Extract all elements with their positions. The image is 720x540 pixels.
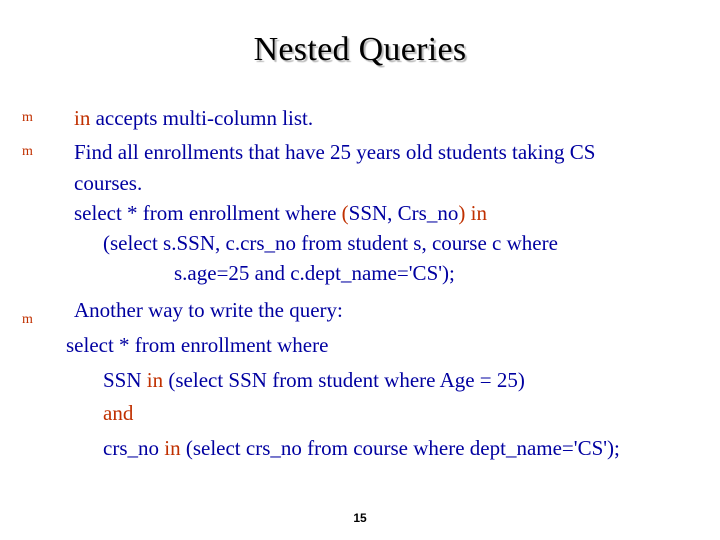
bullet-icon: m bbox=[22, 110, 33, 125]
keyword-and: and bbox=[103, 401, 134, 425]
sql-text: SSN bbox=[103, 368, 147, 392]
keyword-in: in bbox=[465, 201, 487, 225]
bullet2-sql-line3: s.age=25 and c.dept_name='CS'); bbox=[174, 261, 455, 285]
keyword-in: in bbox=[74, 106, 91, 130]
sql-paren: ( bbox=[341, 201, 349, 225]
bullet2-line1: Find all enrollments that have 25 years old students taking CS bbox=[74, 140, 596, 164]
sql-paren: ) bbox=[458, 201, 466, 225]
keyword-in: in bbox=[146, 368, 164, 392]
slide-title: Nested Queries bbox=[253, 31, 467, 68]
bullet2-line2: courses. bbox=[74, 171, 143, 195]
page-number: 15 bbox=[353, 511, 367, 525]
bullet-icon: m bbox=[22, 312, 33, 327]
keyword-in: in bbox=[164, 436, 181, 460]
sql-text: select * from enrollment where bbox=[74, 201, 342, 225]
bullet2-sql-line1 bbox=[74, 200, 487, 226]
bullet1-rest: accepts multi-column list. bbox=[90, 106, 314, 130]
sql-text: (select SSN from student where Age = 25) bbox=[163, 368, 525, 392]
bullet3-sql-line1: select * from enrollment where bbox=[66, 333, 329, 357]
bullet-icon: m bbox=[22, 144, 33, 159]
bullet2-sql-line2: (select s.SSN, c.crs_no from student s, course c where bbox=[103, 231, 558, 255]
bullet3-sql-line2 bbox=[103, 367, 525, 393]
bullet1-text bbox=[74, 105, 313, 131]
bullet3-sql-line4 bbox=[103, 435, 620, 461]
sql-text: crs_no bbox=[103, 436, 165, 460]
sql-text: SSN, Crs_no bbox=[348, 201, 459, 225]
bullet3-text: Another way to write the query: bbox=[74, 298, 343, 322]
sql-text: (select crs_no from course where dept_name='CS'); bbox=[180, 436, 620, 460]
